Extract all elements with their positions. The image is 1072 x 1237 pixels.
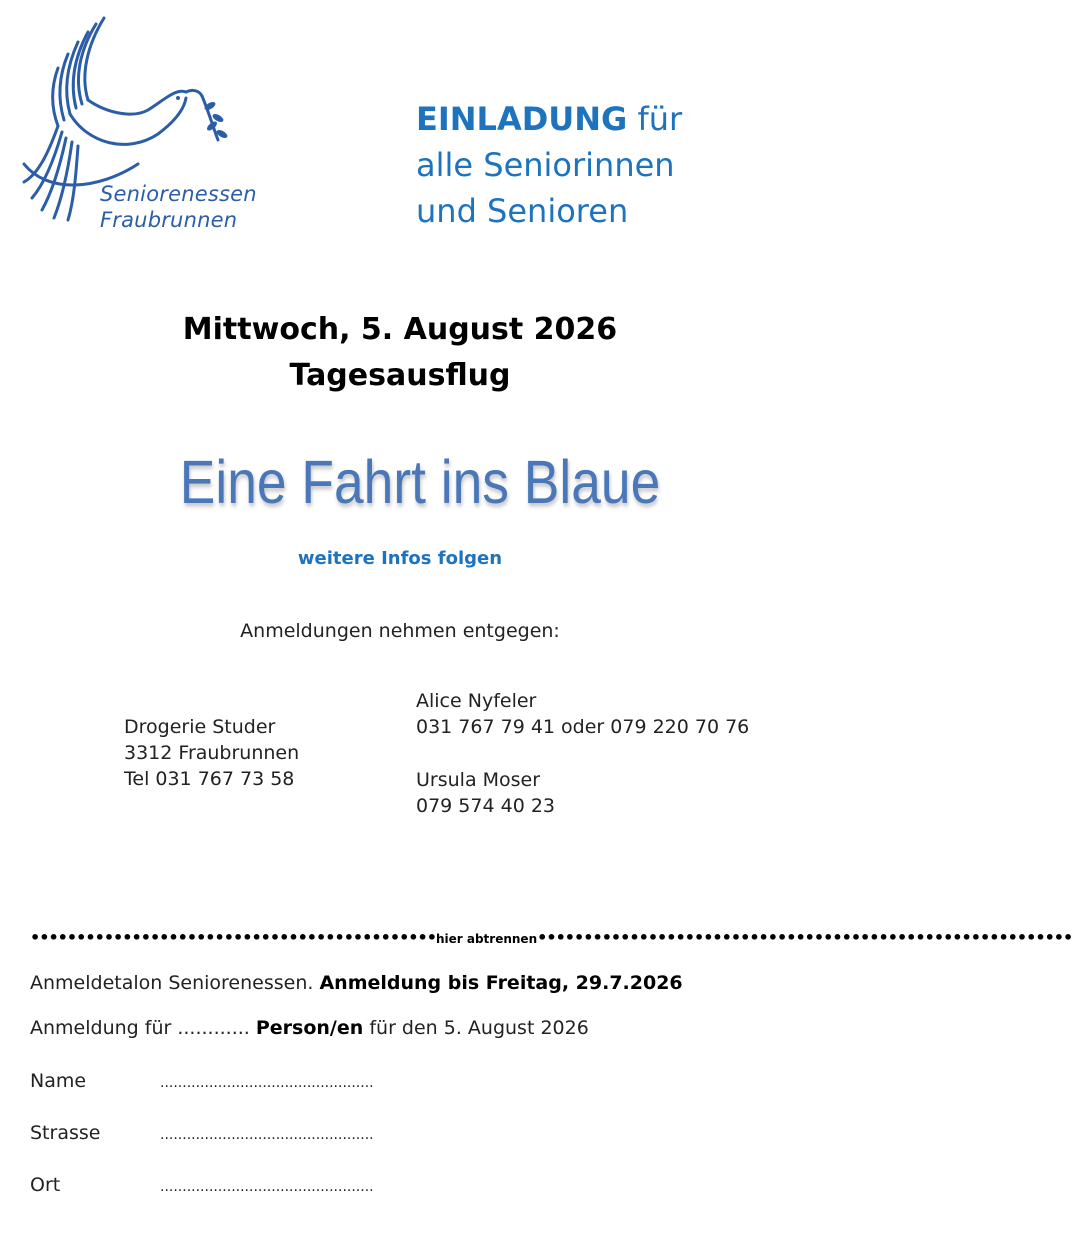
header-line-1-rest: für: [627, 100, 683, 138]
field-name[interactable]: [30, 1070, 374, 1092]
contact-drogerie: [124, 714, 299, 792]
logo-line-2: Fraubrunnen: [100, 208, 238, 232]
field-strasse[interactable]: [30, 1122, 374, 1144]
logo-line-1: Seniorenessen: [100, 182, 257, 206]
contact-phone: 031 767 79 41 oder 079 220 70 76: [416, 716, 750, 738]
header-line-2: alle Seniorinnen: [416, 146, 675, 184]
invitation-header: [416, 96, 682, 234]
contact-name: Ursula Moser: [416, 769, 541, 791]
more-info-note: weitere Infos folgen: [297, 548, 503, 569]
persons-bold: Person/en: [255, 1017, 364, 1039]
contact-name: Drogerie Studer: [124, 716, 276, 738]
persons-prefix: Anmeldung für ............: [30, 1017, 256, 1039]
contact-city: 3312 Fraubrunnen: [124, 742, 300, 764]
cut-dots-right: ••••••••••••••••••••••••••••••••••••••••••••••••••••••••••: [537, 928, 1072, 947]
talon-header-normal: Anmeldetalon Seniorenessen.: [30, 972, 320, 994]
event-date: Mittwoch, 5. August 2026: [182, 312, 618, 347]
contact-ursula: [416, 767, 555, 819]
talon-deadline: Anmeldung bis Freitag, 29.7.2026: [319, 972, 683, 994]
hero-text: Eine Fahrt ins Blaue: [179, 448, 661, 517]
event-title: Tagesausflug: [289, 358, 511, 393]
field-blank[interactable]: ................................................: [160, 1179, 374, 1195]
header-line-1: [416, 96, 682, 142]
field-label: Name: [30, 1070, 87, 1092]
header-line-3: und Senioren: [416, 192, 629, 230]
field-label: Ort: [30, 1174, 61, 1196]
contact-name: Alice Nyfeler: [416, 690, 537, 712]
cut-label: hier abtrennen: [435, 932, 538, 946]
field-blank[interactable]: ................................................: [160, 1075, 374, 1091]
field-ort[interactable]: [30, 1174, 374, 1196]
contact-phone: 079 574 40 23: [416, 795, 556, 817]
cut-dots-left: ••••••••••••••••••••••••••••••••••••••••••••: [30, 928, 436, 947]
logo: [18, 14, 268, 234]
field-label: Strasse: [30, 1122, 101, 1144]
cut-line: [30, 928, 1072, 950]
talon-header: [30, 972, 683, 994]
talon-persons-line: [30, 1017, 589, 1039]
header-strong: EINLADUNG: [416, 100, 628, 138]
field-blank[interactable]: ................................................: [160, 1127, 374, 1143]
registration-heading: Anmeldungen nehmen entgegen:: [240, 620, 560, 642]
persons-suffix: für den 5. August 2026: [363, 1017, 589, 1039]
contact-phone: Tel 031 767 73 58: [124, 768, 295, 790]
contact-alice: [416, 688, 749, 740]
hero-banner: [170, 440, 670, 530]
